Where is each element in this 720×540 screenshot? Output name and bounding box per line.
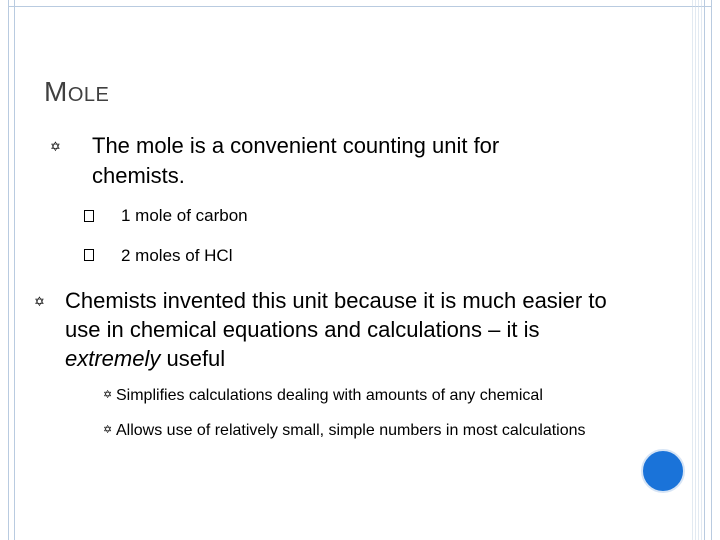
sub-bullet-2: Allows use of relatively small, simple numbers in most calculations: [116, 422, 586, 439]
right-border-inner: [704, 0, 705, 540]
checkbox-item-2: 2 moles of HCl: [121, 246, 233, 265]
left-border-inner: [14, 0, 15, 540]
sub-bullet-1: Simplifies calculations dealing with amounts of any chemical: [116, 387, 543, 404]
slide-title: [44, 76, 109, 108]
bullet-text-2-tail: useful: [160, 346, 226, 371]
star-bullet-icon: ✡: [34, 294, 45, 309]
emphasis-word: extremely: [65, 346, 161, 371]
bullet-text-2-main: Chemists invented this unit because it is much easier to use in chemical equations and calculations – it is: [65, 288, 607, 342]
title-capital: M: [44, 76, 68, 107]
star-bullet-icon: ✡: [103, 389, 113, 401]
right-decorative-stripes: [690, 0, 704, 540]
checkbox-icon: [84, 249, 94, 261]
top-border: [8, 6, 712, 7]
title-rest: OLE: [67, 84, 110, 106]
star-bullet-icon: ✡: [103, 424, 113, 436]
checkbox-icon: [84, 210, 94, 222]
checkbox-item-1: 1 mole of carbon: [121, 206, 248, 225]
bullet-text-2: [65, 286, 635, 373]
blue-circle-icon: [641, 449, 685, 493]
bullet-text-1: The mole is a convenient counting unit for chemists.: [92, 133, 500, 188]
star-bullet-icon: ✡: [50, 139, 61, 154]
right-border-outer: [711, 0, 712, 540]
left-border-outer: [8, 0, 9, 540]
